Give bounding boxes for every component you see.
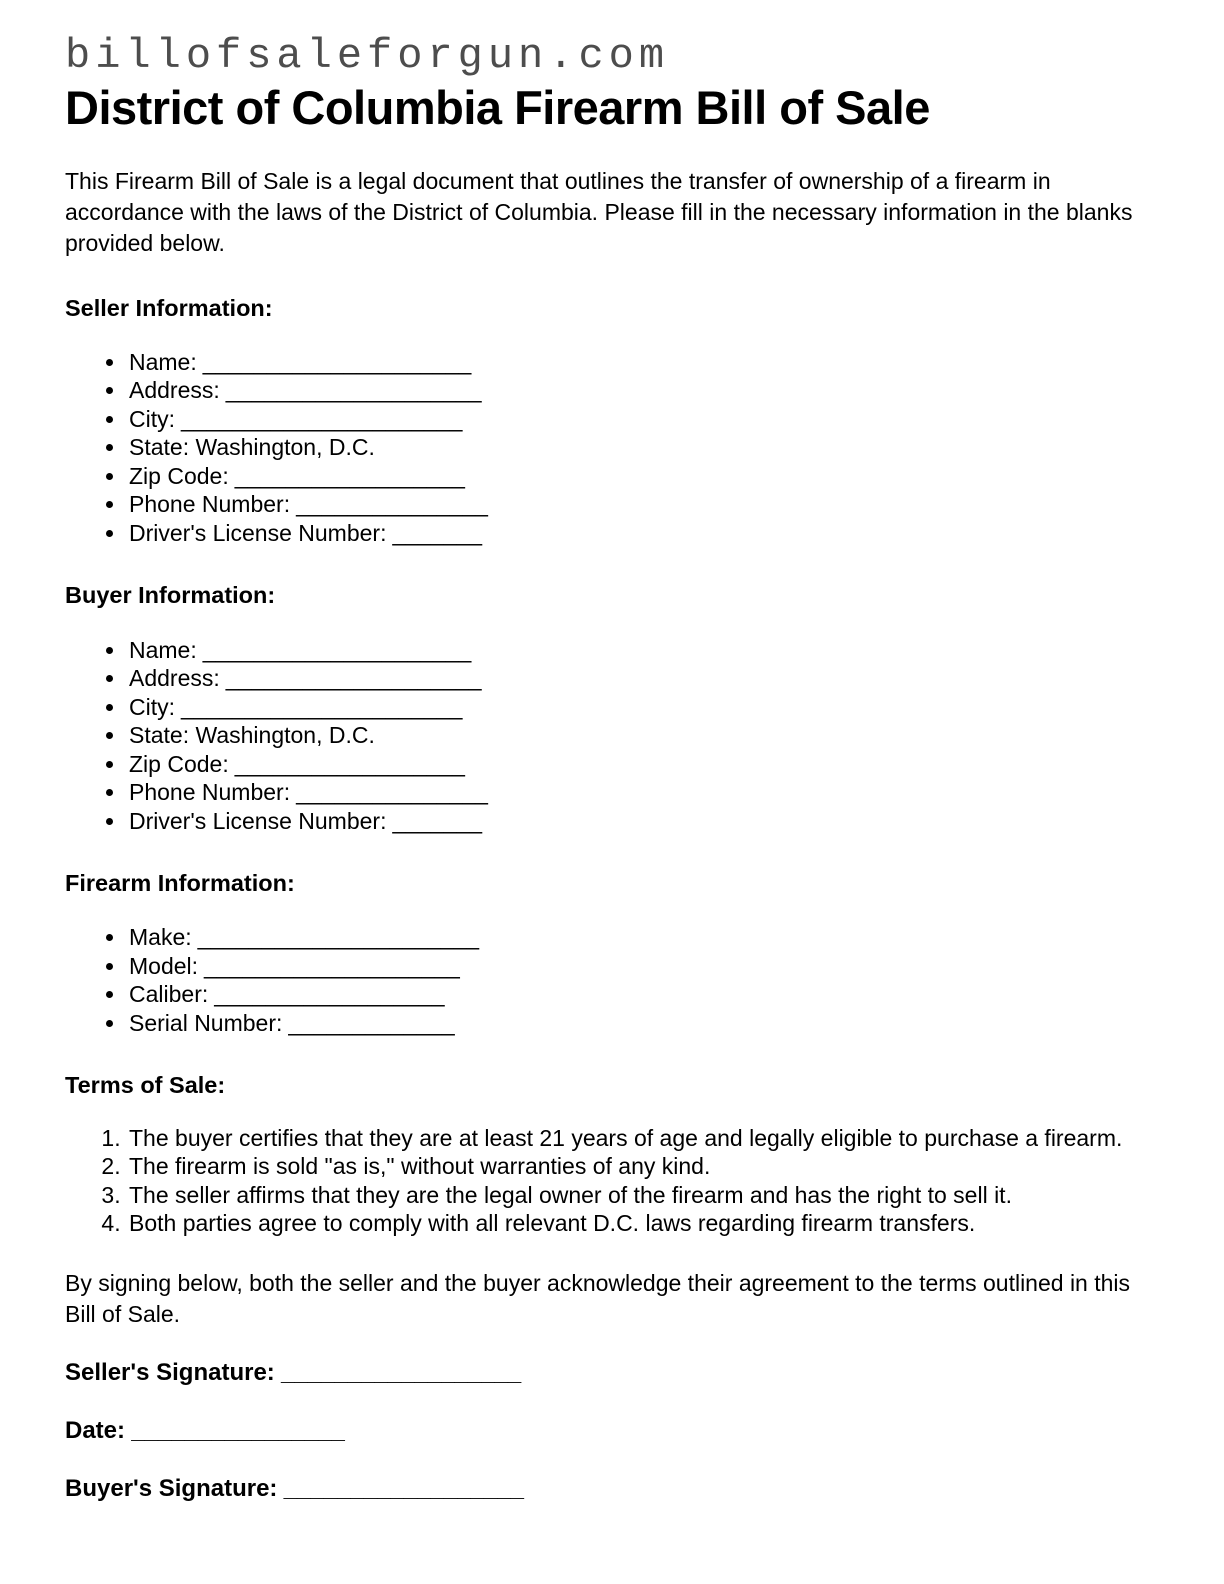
fill-in-blank: ____________________ — [204, 952, 460, 979]
fill-in-blank: __________________ — [234, 462, 465, 489]
list-item-firearm-caliber — [127, 980, 1159, 1009]
list-item-firearm-make — [127, 923, 1159, 952]
fill-in-blank: _____________ — [288, 1009, 455, 1036]
item-label: City: — [129, 405, 175, 432]
fill-in-blank: _____________________ — [202, 636, 472, 663]
list-item-firearm-model — [127, 952, 1159, 981]
fill-in-blank: _______ — [392, 519, 482, 546]
item-label: State: Washington, D.C. — [129, 434, 375, 461]
fill-in-blank: _______ — [392, 807, 482, 834]
buyer-signature-line — [65, 1474, 1160, 1504]
term-item-2: 2. The firearm is sold "as is," without warranties of any kind. — [127, 1152, 1159, 1181]
section-heading-buyer: Buyer Information: — [65, 582, 276, 609]
fill-in-blank: ____________________ — [225, 377, 482, 404]
item-label: Name: — [129, 636, 197, 663]
fill-in-blank: ______________________ — [180, 405, 463, 432]
firearm-info-list — [65, 923, 1159, 1037]
list-item-buyer-address — [127, 664, 1159, 693]
fill-in-blank: __________________ — [234, 750, 465, 777]
list-item-buyer-state — [127, 721, 1159, 750]
list-item-seller-zip — [127, 462, 1159, 491]
date-line — [65, 1416, 1160, 1446]
fill-in-blank: ______________________ — [180, 693, 463, 720]
item-label: Zip Code: — [129, 462, 229, 489]
seller-info-list — [65, 348, 1159, 548]
list-item-buyer-license — [127, 807, 1159, 836]
fill-in-blank: ____________________ — [225, 665, 482, 692]
section-heading-seller: Seller Information: — [65, 294, 273, 321]
fill-in-blank: _____________________ — [202, 348, 472, 375]
page-title: District of Columbia Firearm Bill of Sale — [65, 81, 930, 135]
item-label: Name: — [129, 348, 197, 375]
site-name: billofsaleforgun.com — [65, 32, 670, 80]
signature-label: Date: — [65, 1417, 126, 1445]
list-item-firearm-serial — [127, 1009, 1159, 1038]
fill-in-blank: _______________ — [296, 491, 488, 518]
item-label: Make: — [129, 924, 192, 951]
intro-paragraph: This Firearm Bill of Sale is a legal document that outlines the transfer of ownership of a firearm in accordance with the laws of the District of Columbia. Please fill in the necessary information in the blanks provided below. — [65, 167, 1133, 257]
list-item-seller-name — [127, 348, 1159, 377]
signature-label: Buyer's Signature: — [65, 1475, 278, 1503]
list-item-seller-license — [127, 519, 1159, 548]
item-label: Zip Code: — [129, 750, 229, 777]
item-label: Phone Number: — [129, 779, 291, 806]
fill-in-blank: __________________ — [214, 981, 445, 1008]
list-item-seller-state — [127, 433, 1159, 462]
list-item-buyer-name — [127, 636, 1159, 665]
list-item-buyer-zip — [127, 750, 1159, 779]
item-label: Address: — [129, 377, 220, 404]
signature-blank: ________________ — [131, 1417, 345, 1445]
terms-list — [65, 1124, 1159, 1238]
item-label: State: Washington, D.C. — [129, 722, 375, 749]
list-item-buyer-phone — [127, 778, 1159, 807]
seller-signature-line — [65, 1358, 1160, 1388]
item-label: Phone Number: — [129, 491, 291, 518]
closing-paragraph: By signing below, both the seller and the buyer acknowledge their agreement to the terms outlined in this Bill of Sale. — [65, 1269, 1131, 1327]
signature-label: Seller's Signature: — [65, 1359, 275, 1387]
list-item-buyer-city — [127, 693, 1159, 722]
term-item-4: 4. Both parties agree to comply with all relevant D.C. laws regarding firearm transfers. — [127, 1209, 1159, 1238]
signature-blank: __________________ — [283, 1475, 524, 1503]
item-label: Model: — [129, 952, 199, 979]
item-label: Serial Number: — [129, 1009, 283, 1036]
item-label: Driver's License Number: — [129, 519, 387, 546]
buyer-info-list — [65, 636, 1159, 836]
item-label: Driver's License Number: — [129, 807, 387, 834]
term-item-3: 3. The seller affirms that they are the legal owner of the firearm and has the right to sell it. — [127, 1181, 1159, 1210]
item-label: City: — [129, 693, 175, 720]
list-item-seller-address — [127, 376, 1159, 405]
list-item-seller-city — [127, 405, 1159, 434]
fill-in-blank: _______________ — [296, 779, 488, 806]
fill-in-blank: ______________________ — [197, 924, 480, 951]
section-heading-firearm: Firearm Information: — [65, 870, 295, 897]
signature-blank: __________________ — [281, 1359, 522, 1387]
list-item-seller-phone — [127, 490, 1159, 519]
section-heading-terms: Terms of Sale: — [65, 1072, 226, 1099]
item-label: Address: — [129, 665, 220, 692]
item-label: Caliber: — [129, 981, 209, 1008]
term-item-1: 1. The buyer certifies that they are at least 21 years of age and legally eligible to purchase a firearm. — [127, 1124, 1159, 1153]
